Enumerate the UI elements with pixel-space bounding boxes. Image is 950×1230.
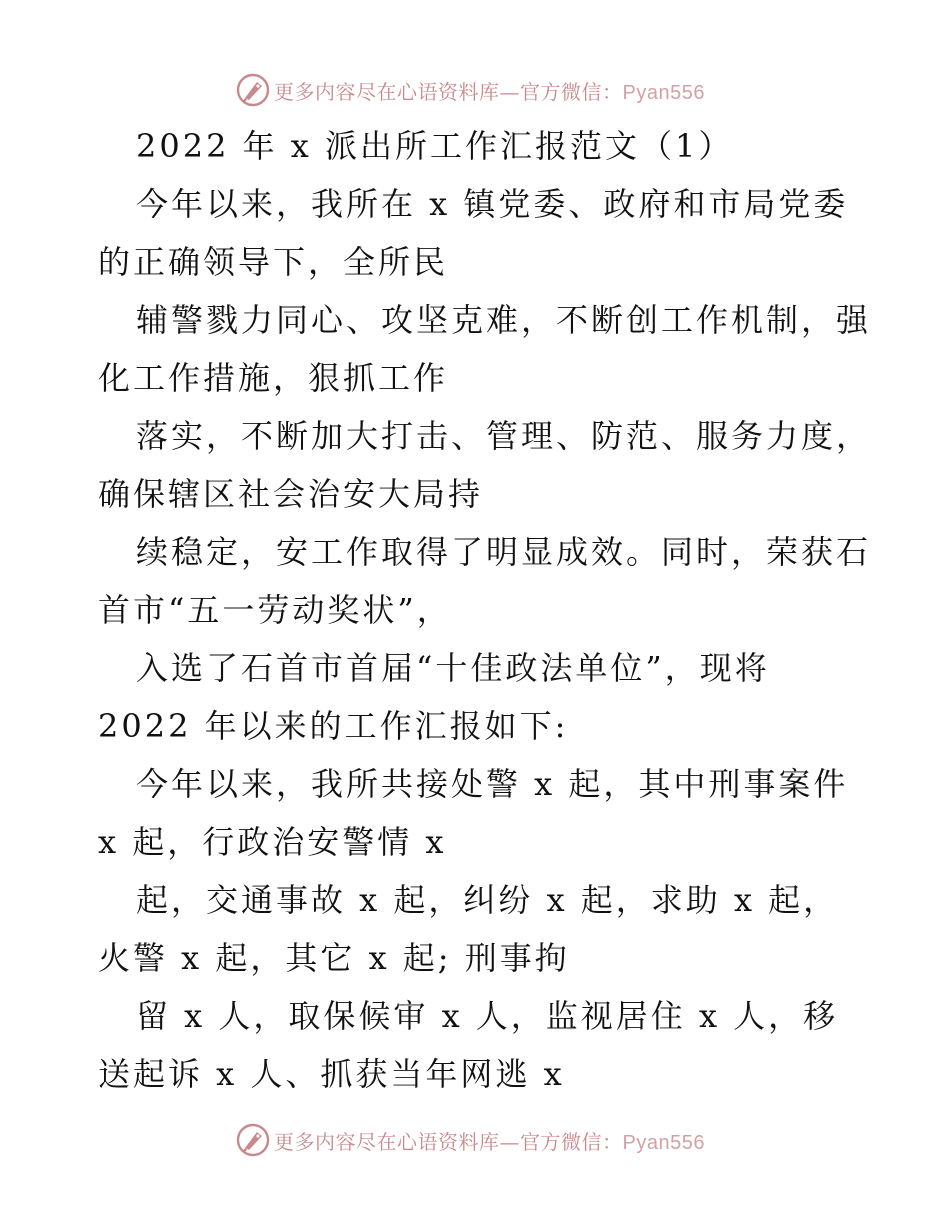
- pen-nib-logo-icon: [236, 1123, 270, 1157]
- watermark-text: 更多内容尽在心语资料库—官方微信：Pyan556: [274, 79, 705, 104]
- watermark-header: [236, 70, 705, 110]
- paragraph-line: 辅警戮力同心、攻坚克难，不断创工作机制，强: [136, 301, 872, 339]
- paragraph-line: 起，交通事故 x 起，纠纷 x 起，求助 x 起，: [136, 881, 839, 919]
- paragraph-line: x 起，行政治安警情 x: [98, 823, 447, 861]
- paragraph-line: 的正确领导下，全所民: [98, 243, 449, 281]
- paragraph-line: 火警 x 起，其它 x 起; 刑事拘: [98, 939, 570, 977]
- watermark-footer: [236, 1120, 705, 1160]
- paragraph-line: 续稳定，安工作取得了明显成效。同时，荣获石: [136, 533, 872, 571]
- paragraph-line: 今年以来，我所在 x 镇党委、政府和市局党委: [136, 185, 849, 223]
- paragraph-line: 今年以来，我所共接处警 x 起，其中刑事案件: [136, 765, 849, 803]
- paragraph-line: 入选了石首市首届“十佳政法单位”，现将: [136, 649, 770, 687]
- paragraph-line: 落实，不断加大打击、管理、防范、服务力度，: [136, 417, 872, 455]
- document-title: 2022 年 x 派出所工作汇报范文（1）: [136, 127, 734, 165]
- paragraph-line: 2022 年以来的工作汇报如下:: [98, 707, 569, 745]
- paragraph-line: 首市“五一劳动奖状”，: [98, 591, 452, 629]
- paragraph-line: 送起诉 x 人、抓获当年网逃 x: [98, 1055, 565, 1093]
- paragraph-line: 确保辖区社会治安大局持: [98, 475, 484, 513]
- watermark-text: 更多内容尽在心语资料库—官方微信：Pyan556: [274, 1129, 705, 1154]
- pen-nib-logo-icon: [236, 73, 270, 107]
- paragraph-line: 化工作措施，狠抓工作: [98, 359, 449, 397]
- paragraph-line: 留 x 人，取保候审 x 人，监视居住 x 人，移: [136, 997, 839, 1035]
